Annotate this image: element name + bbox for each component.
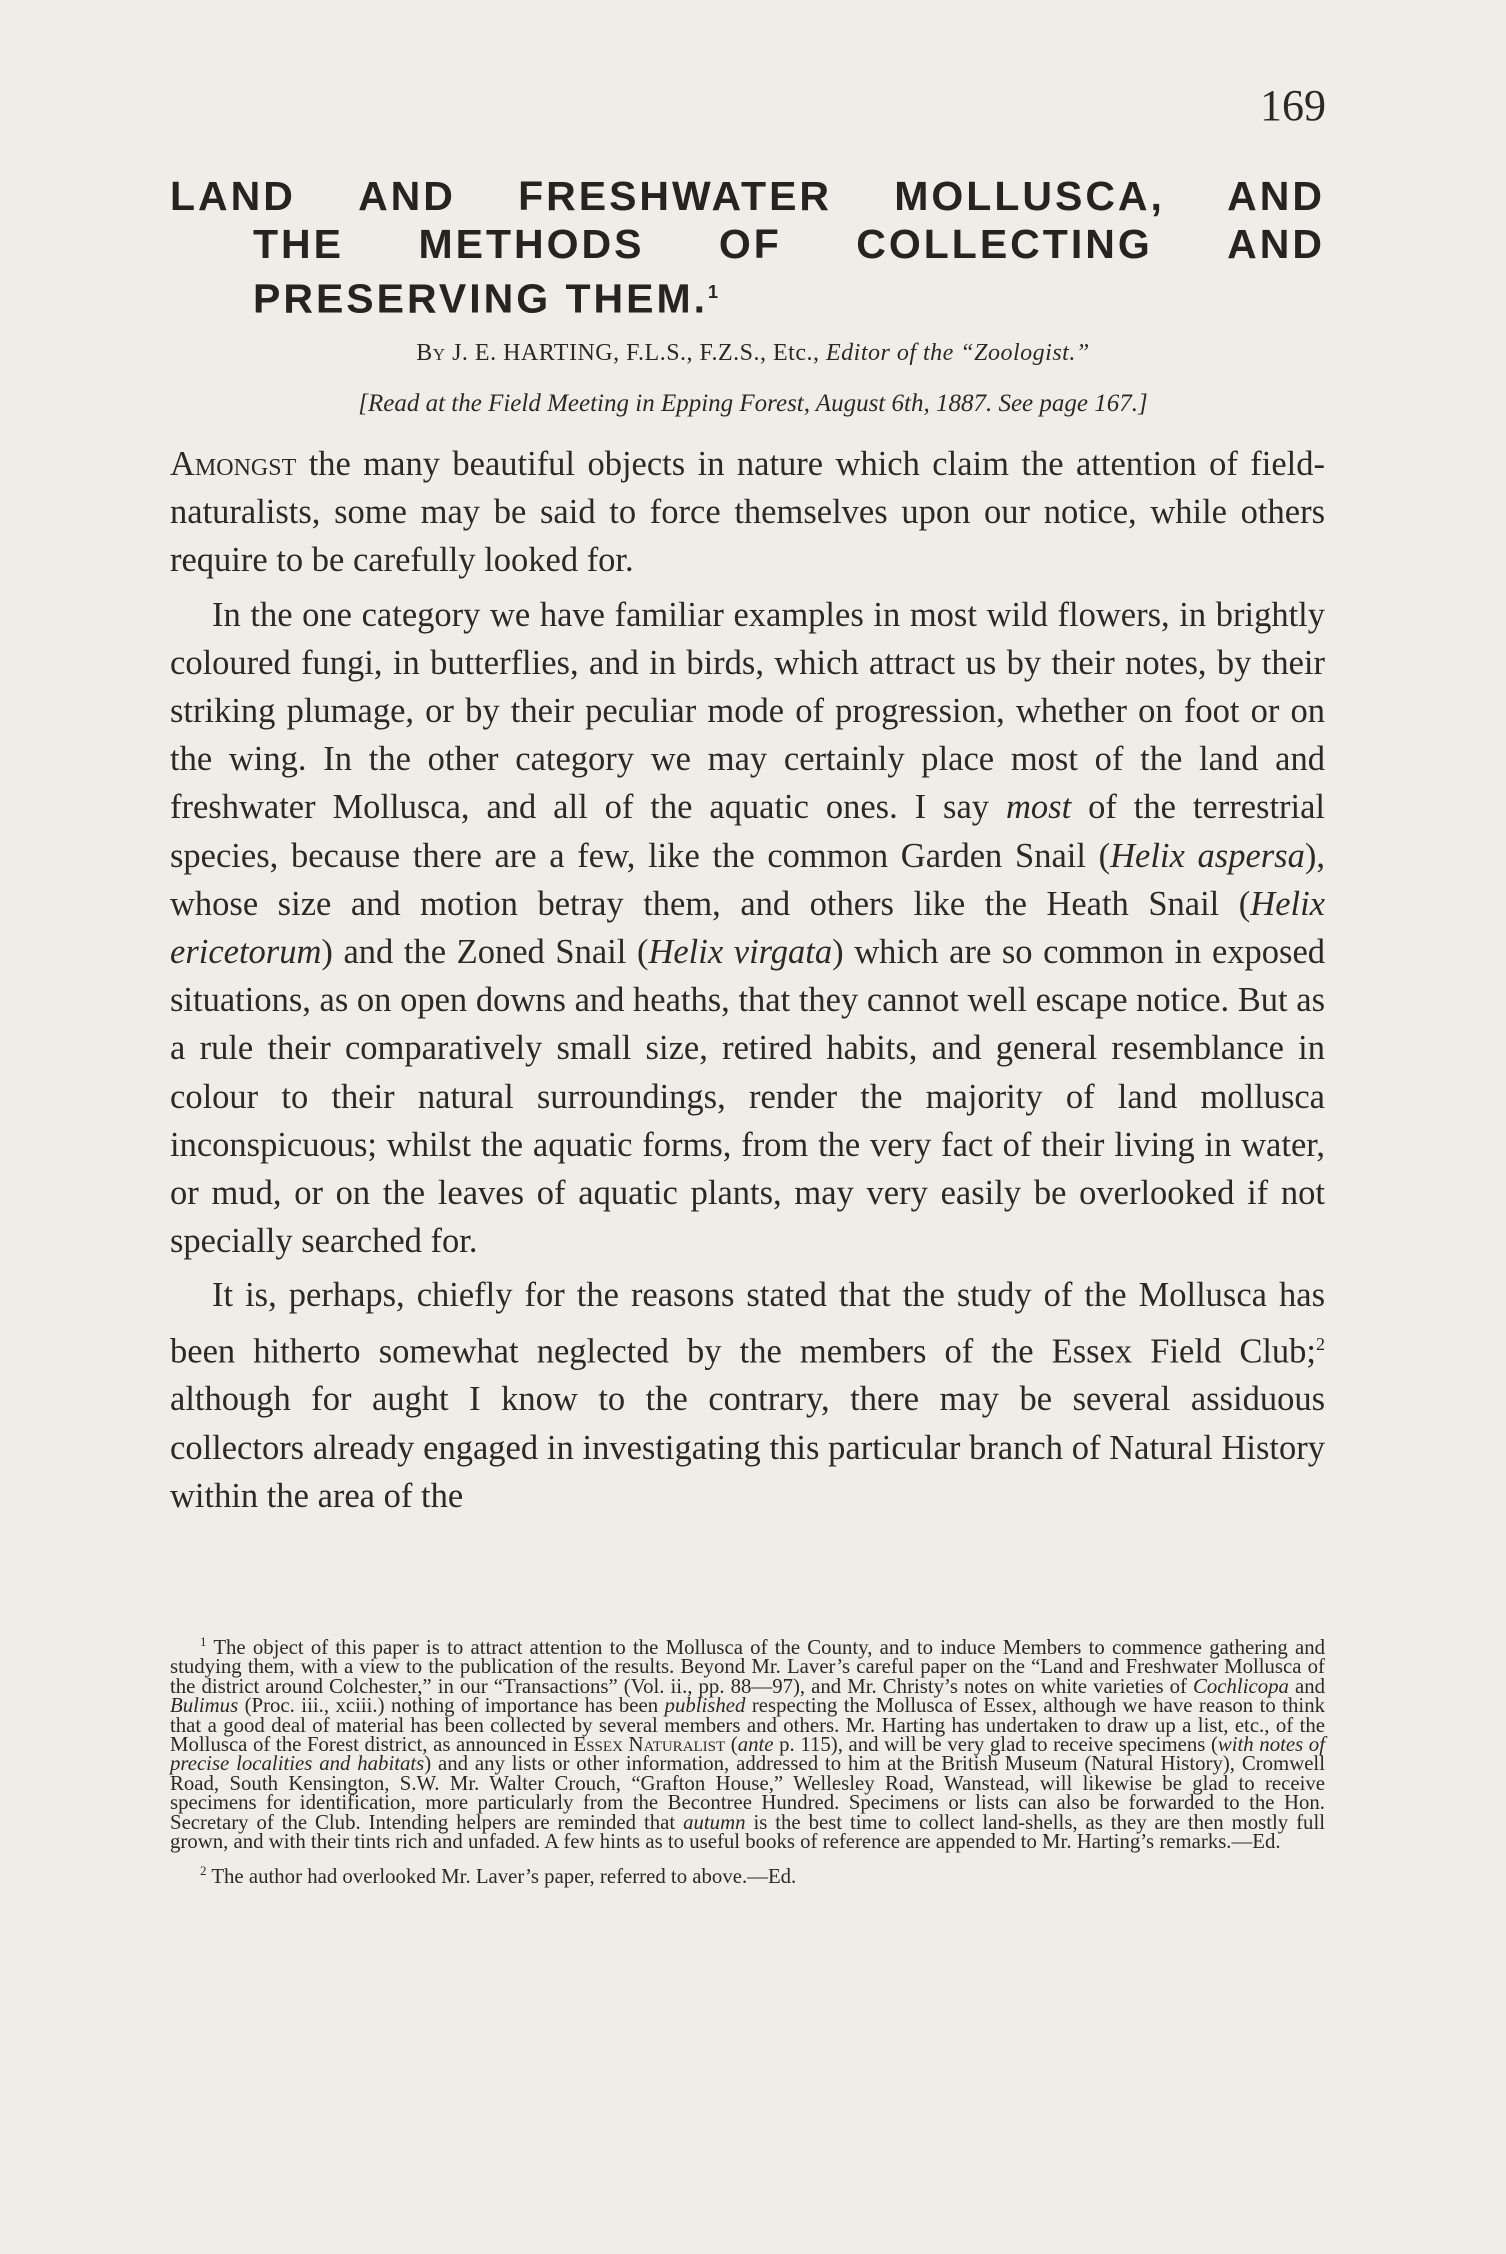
species-name: Helix virgata	[648, 933, 833, 972]
title-word: METHODS	[418, 221, 645, 267]
footnotes	[170, 1632, 1325, 1887]
footnote-ref-2[interactable]: 2	[1316, 1333, 1325, 1354]
footnote-1	[170, 1632, 1325, 1851]
journal-name: Essex Naturalist	[573, 1732, 726, 1756]
paragraph-text: ) and the Zoned Snail (	[321, 933, 649, 972]
read-at-text: [Read at the Field Meeting in Epping Forest, August 6th, 1887.	[358, 390, 993, 417]
paragraph-text: although for aught I know to the contrary, there may be several assiduous collectors already engaged in investigating this particular branch of Natural History within the area of the	[170, 1380, 1325, 1515]
footnote-text: The object of this paper is to attract attention to the Mollusca of the County, and to induce Members to commence gathering and studying them, with a view to the publication of the results. Beyond Mr. Laver’s careful paper on the “Land and Freshwater Mollusca of the district around Colchester,” in our “Transactions” (Vol. ii., pp. 88—97), and Mr. Christy’s notes on white varieties of	[170, 1635, 1325, 1698]
emphasis-published: published	[664, 1694, 746, 1718]
title-word: COLLECTING	[856, 221, 1153, 267]
byline-author: J. E. HARTING, F.L.S., F.Z.S., Etc.,	[452, 340, 820, 366]
byline-role: Editor of the “Zoologist.”	[825, 340, 1090, 366]
emphasis-most: most	[1005, 788, 1072, 827]
footnote-2	[170, 1861, 1325, 1889]
title-word: THE	[253, 221, 344, 267]
page-number: 169	[1260, 81, 1326, 130]
emphasis-ante: ante	[737, 1732, 774, 1756]
article-title	[170, 172, 1325, 323]
title-line-3	[253, 268, 1325, 323]
paragraph-1	[170, 440, 1325, 585]
title-word: OF	[718, 221, 782, 267]
emphasis-autumn: autumn	[683, 1810, 746, 1834]
byline-prefix: By	[416, 340, 446, 366]
footnote-text: respecting the Mollusca of Essex, although we have reason to think that a good deal of material has been collected by several members and others. Mr. Harting has undertaken to draw up a list, etc., of the Mollusca of the Forest district, as announced in	[170, 1694, 1325, 1756]
title-word: AND	[1227, 173, 1325, 219]
footnote-ref-1[interactable]: 1	[708, 282, 719, 302]
paragraph-text: In the one category we have familiar examples in most wild flowers, in brightly coloured fungi, in butterflies, and in birds, which attract us by their notes, by their striking plumage, or by their peculiar mode of progression, whether on foot or on the wing. In the other category we may certainly place most of the land and freshwater Mollusca, and all of the aquatic ones. I say	[170, 595, 1325, 827]
paragraph-3	[170, 1271, 1325, 1520]
footnote-text: The author had overlooked Mr. Laver’s paper, referred to above.—Ed.	[211, 1865, 797, 1889]
footnote-text: is the best time to collect land-shells, as they are then mostly full grown, and with their tints rich and unfaded. A few hints as to useful books of reference are appended to Mr. Harting’s remarks.—Ed.	[170, 1810, 1326, 1853]
lead-word: Amongst	[170, 445, 297, 483]
footnote-text: p. 115), and will be very glad to receive specimens (	[779, 1732, 1218, 1756]
paragraph-text: It is, perhaps, chiefly for the reasons stated that the study of the Mollusca has been hitherto somewhat neglected by the members of the Essex Field Club;	[170, 1276, 1325, 1371]
title-line-1	[170, 172, 1325, 220]
footnote-text: ) and any lists or other information, addressed to him at the British Museum (Natural History), Cromwell Road, South Kensington, S.W. Mr. Walter Crouch, “Grafton House,” Wellesley Road, Wanstead, will likewise be glad to receive specimens for identification, more particularly from the Becontree Hundred. Specimens or lists can also be forwarded to the Hon. Secretary of the Club. Intending helpers are reminded that	[170, 1752, 1325, 1834]
paragraph-text: the many beautiful objects in nature which claim the attention of field-naturalists, some may be said to force themselves upon our notice, while others require to be carefully looked for.	[170, 445, 1326, 580]
paragraph-text: ), whose size and motion betray them, and others like the Heath Snail (	[170, 836, 1325, 923]
species-name: Helix ericetorum	[170, 884, 1325, 972]
species-name: Helix aspersa	[1110, 836, 1305, 875]
footnote-mark: 1	[200, 1634, 207, 1649]
footnote-mark: 2	[200, 1863, 207, 1879]
paragraph-text: of the terrestrial species, because there are a few, like the common Garden Snail (	[170, 788, 1326, 875]
read-at-see: See page 167.]	[998, 390, 1148, 417]
article-body	[170, 440, 1325, 1520]
title-word: FRESHWATER	[518, 173, 833, 219]
paragraph-2	[170, 591, 1325, 1266]
species-name: Cochlicopa	[1193, 1674, 1289, 1698]
title-word: PRESERVING THEM.	[253, 275, 709, 322]
title-word: AND	[1227, 221, 1325, 267]
title-word: LAND	[170, 173, 296, 219]
footnote-text: (Proc. iii., xciii.) nothing of importance has been	[244, 1694, 659, 1718]
footnote-text: (	[730, 1732, 738, 1756]
footnote-text: and	[1294, 1674, 1326, 1698]
title-word: MOLLUSCA,	[894, 173, 1165, 219]
paragraph-text: ) which are so common in exposed situations, as on open downs and heaths, that they cannot well escape notice. But as a rule their comparatively small size, retired habits, and general resemblance in colour to their natural surroundings, render the majority of land mollusca inconspicuous; whilst the aquatic forms, from the very fact of their living in water, or mud, or on the leaves of aquatic plants, may very easily be overlooked if not specially searched for.	[170, 933, 1326, 1261]
read-at-note	[0, 390, 1506, 418]
byline	[0, 340, 1506, 367]
title-line-2	[253, 220, 1325, 268]
title-word: AND	[358, 173, 456, 219]
species-name: Bulimus	[170, 1694, 239, 1718]
emphasis-notes: with notes of precise localities and habitats	[170, 1732, 1325, 1776]
